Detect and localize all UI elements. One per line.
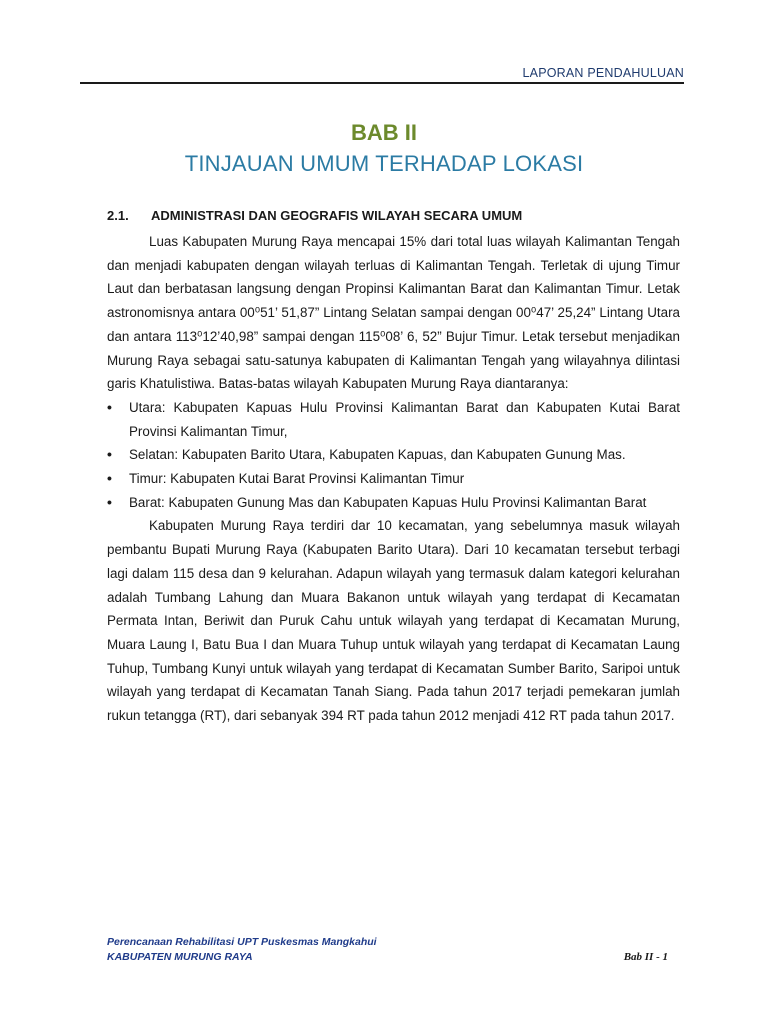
body-text: [107, 230, 680, 728]
list-item: • Timur: Kabupaten Kutai Barat Provinsi Kalimantan Timur: [107, 467, 680, 491]
list-item: • Barat: Kabupaten Gunung Mas dan Kabupaten Kapuas Hulu Provinsi Kalimantan Barat: [107, 491, 680, 515]
bullet-icon: •: [107, 493, 112, 510]
section-number: 2.1.: [107, 208, 129, 223]
bullet-icon: •: [107, 470, 112, 487]
header-divider: [80, 82, 684, 84]
paragraph-districts: Kabupaten Murung Raya terdiri dar 10 kecamatan, yang sebelumnya masuk wilayah pembantu Bupati Murung Raya (Kabupaten Barito Utara). Dari 10 kecamatan tersebut terbagi lagi dalam 115 desa dan 9 kelurahan. Adapun wilayah yang termasuk dalam kategori kelurahan adalah Tumbang Lahung dan Muara Bakanon untuk wilayah yang terdapat di Kecamatan Permata Intan, Beriwit dan Puruk Cahu untuk wilayah yang terdapat di Kecamatan Murung, Muara Laung I, Batu Bua I dan Muara Tuhup untuk wilayah yang terdapat di Kecamatan Laung Tuhup, Tumbang Kunyi untuk wilayah yang terdapat di Kecamatan Sumber Barito, Saripoi untuk wilayah yang terdapat di Kecamatan Tanah Siang. Pada tahun 2017 terjadi pemekaran jumlah rukun tetangga (RT), dari sebanyak 394 RT pada tahun 2012 menjadi 412 RT pada tahun 2017.: [107, 518, 680, 724]
paragraph-location: Luas Kabupaten Murung Raya mencapai 15% dari total luas wilayah Kalimantan Tengah dan menjadi kabupaten dengan wilayah terluas di Kalimantan Tengah. Terletak di ujung Timur Laut dan berbatasan langsung dengan Propinsi Kalimantan Barat dan Kalimantan Timur. Letak astronomisnya antara 00⁰51’ 51,87” Lintang Selatan sampai dengan 00⁰47’ 25,24” Lintang Utara dan antara 113⁰12’40,98” sampai dengan 115⁰08’ 6, 52” Bujur Timur. Letak tersebut menjadikan Murung Raya sebagai satu-satunya kabupaten di Kalimantan Tengah yang wilayahnya dilintasi garis Khatulistiwa. Batas-batas wilayah Kabupaten Murung Raya diantaranya:: [107, 234, 680, 392]
chapter-title: TINJAUAN UMUM TERHADAP LOKASI: [184, 151, 584, 176]
footer-project: [107, 935, 377, 965]
section-heading: [107, 208, 522, 223]
border-list: [107, 396, 680, 515]
list-item: • Selatan: Kabupaten Barito Utara, Kabupaten Kapuas, dan Kabupaten Gunung Mas.: [107, 443, 680, 467]
header-label: LAPORAN PENDAHULUAN: [522, 66, 684, 80]
bullet-icon: •: [107, 398, 112, 415]
footer-regency: KABUPATEN MURUNG RAYA: [107, 951, 253, 963]
bullet-icon: •: [107, 446, 112, 463]
section-title: ADMINISTRASI DAN GEOGRAFIS WILAYAH SECARA UMUM: [151, 208, 523, 223]
list-item: • Utara: Kabupaten Kapuas Hulu Provinsi Kalimantan Barat dan Kabupaten Kutai Barat Provinsi Kalimantan Timur,: [107, 396, 680, 443]
chapter-label: BAB II: [351, 120, 417, 145]
footer-project-title: Perencanaan Rehabilitasi UPT Puskesmas Mangkahui: [107, 936, 377, 948]
page-number: Bab II - 1: [623, 951, 668, 963]
